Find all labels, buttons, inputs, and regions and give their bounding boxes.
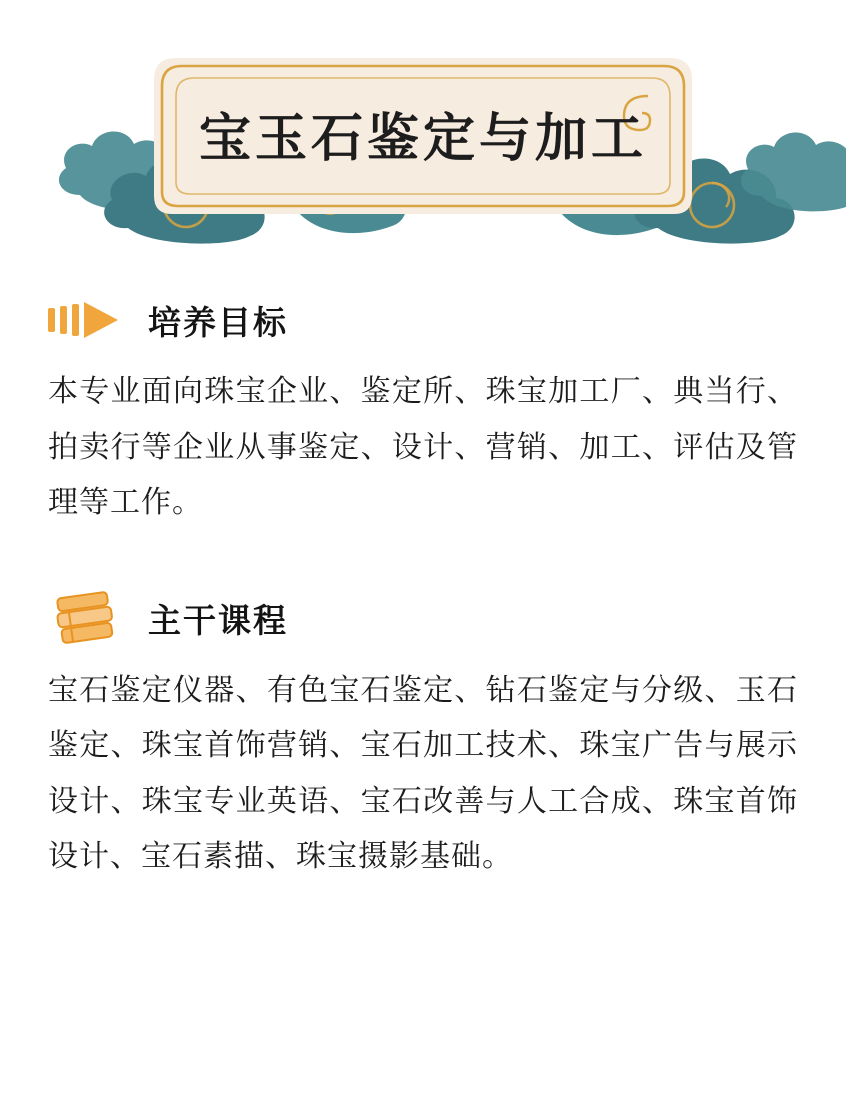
section-goal xyxy=(0,292,846,531)
section-goal-title: 培养目标 xyxy=(148,303,288,341)
section-goal-header xyxy=(48,292,798,348)
section-goal-body: 本专业面向珠宝企业、鉴定所、珠宝加工厂、典当行、拍卖行等企业从事鉴定、设计、营销、加工、评估及管理等工作。 xyxy=(48,375,798,519)
section-courses-header xyxy=(48,591,798,647)
page-banner xyxy=(0,0,846,270)
books-icon xyxy=(48,591,122,647)
page-title: 宝玉石鉴定与加工 xyxy=(198,110,647,168)
arrow-right-icon xyxy=(48,292,122,348)
section-courses xyxy=(0,591,846,885)
section-courses-title: 主干课程 xyxy=(148,602,288,639)
section-courses-body: 宝石鉴定仪器、有色宝石鉴定、钻石鉴定与分级、玉石鉴定、珠宝首饰营销、宝石加工技术、珠宝广告与展示设计、珠宝专业英语、宝石改善与人工合成、珠宝首饰设计、宝石素描、珠宝摄影基础。 xyxy=(48,673,798,873)
